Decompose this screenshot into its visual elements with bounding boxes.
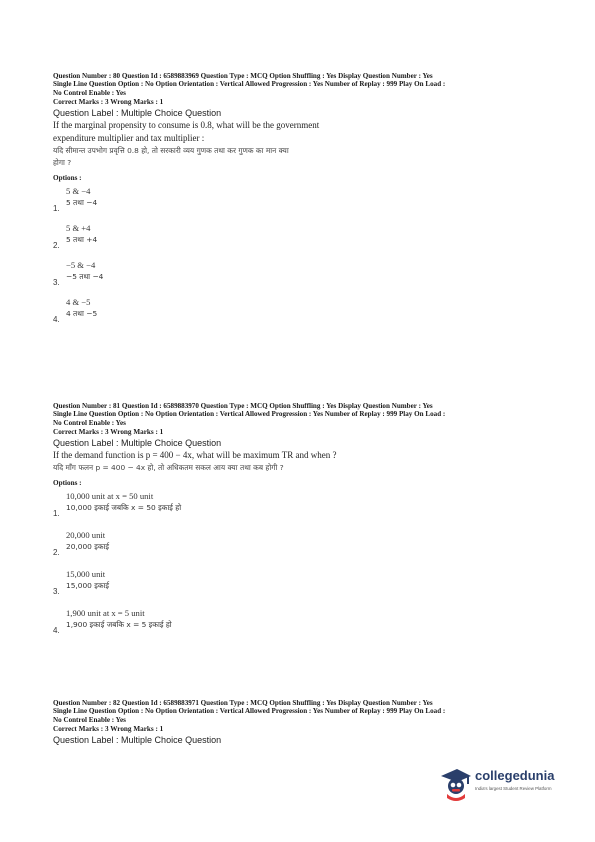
question-meta-line-2: Single Line Question Option : No Option Orientation : Vertical Allowed Progression : Yes Number of Replay : 999 Play On Load : [53, 707, 446, 716]
option-number: 1. [53, 204, 60, 214]
option-number: 1. [53, 509, 60, 519]
graduate-cap-logo-icon [437, 764, 473, 802]
question-text-line-2: expenditure multiplier and tax multiplier : [53, 133, 205, 144]
option-2[interactable] [53, 222, 553, 251]
option-text-hi: 5 तथा +4 [66, 235, 98, 245]
option-text-en: 5 & −4 [66, 186, 91, 197]
question-meta-line-1: Question Number : 81 Question Id : 6589883970 Question Type : MCQ Option Shuffling : Yes Display Question Number : Yes [53, 402, 433, 410]
question-80 [53, 72, 553, 328]
question-text-line-1: If the marginal propensity to consume is 0.8, what will be the government [53, 120, 320, 131]
question-81 [53, 402, 553, 639]
option-text-en: 15,000 unit [66, 569, 106, 580]
question-meta-line-2: Single Line Question Option : No Option Orientation : Vertical Allowed Progression : Yes Number of Replay : 999 Play On Load : [53, 80, 446, 89]
option-text-hi: 1,900 इकाई जबकि x = 5 इकाई हो [66, 620, 172, 630]
option-1[interactable] [53, 185, 553, 214]
question-hindi-line-1: यदि सीमान्त उपभोग प्रवृत्ति 0.8 हो, तो सरकारी व्यय गुणक तथा कर गुणक का मान क्या [53, 146, 289, 156]
option-1[interactable] [53, 490, 553, 519]
question-meta-line-3: No Control Enable : Yes [53, 715, 126, 724]
option-text-hi: 20,000 इकाई [66, 542, 110, 552]
options-list [53, 185, 553, 325]
option-4[interactable] [53, 296, 553, 325]
option-number: 2. [53, 548, 60, 558]
option-text-en: 5 & +4 [66, 223, 91, 234]
question-meta-line-1: Question Number : 80 Question Id : 6589883969 Question Type : MCQ Option Shuffling : Yes Display Question Number : Yes [53, 72, 433, 80]
collegedunia-logo [437, 764, 557, 804]
question-82 [53, 699, 553, 746]
option-text-en: −5 & −4 [66, 260, 96, 271]
option-number: 3. [53, 278, 60, 288]
question-hindi-line-2: होगा ? [53, 158, 72, 168]
option-text-hi: 5 तथा −4 [66, 198, 98, 208]
option-text-hi: 10,000 इकाई जबकि x = 50 इकाई हो [66, 503, 182, 513]
marks-info: Correct Marks : 3 Wrong Marks : 1 [53, 428, 164, 437]
logo-wordmark: collegedunia [475, 768, 555, 783]
option-text-en: 1,900 unit at x = 5 unit [66, 608, 145, 619]
question-label: Question Label : Multiple Choice Question [53, 108, 222, 119]
option-number: 4. [53, 315, 60, 325]
question-meta-line-1: Question Number : 82 Question Id : 6589883971 Question Type : MCQ Option Shuffling : Yes Display Question Number : Yes [53, 699, 433, 707]
option-text-hi: −5 तथा −4 [66, 272, 104, 282]
option-number: 3. [53, 587, 60, 597]
marks-info: Correct Marks : 3 Wrong Marks : 1 [53, 98, 164, 107]
logo-tagline: India's largest Student Review Platform [475, 786, 552, 791]
option-3[interactable] [53, 259, 553, 288]
option-number: 4. [53, 626, 60, 636]
question-label: Question Label : Multiple Choice Question [53, 438, 222, 449]
options-list [53, 490, 553, 636]
question-label: Question Label : Multiple Choice Question [53, 735, 222, 746]
option-number: 2. [53, 241, 60, 251]
option-4[interactable] [53, 607, 553, 636]
options-title: Options : [53, 479, 82, 488]
option-2[interactable] [53, 529, 553, 558]
option-text-hi: 15,000 इकाई [66, 581, 110, 591]
option-text-en: 10,000 unit at x = 50 unit [66, 491, 154, 502]
option-text-en: 4 & −5 [66, 297, 91, 308]
marks-info: Correct Marks : 3 Wrong Marks : 1 [53, 725, 164, 734]
question-meta-line-3: No Control Enable : Yes [53, 88, 126, 97]
question-hindi-line-1: यदि माँग फलन p = 400 − 4x हो, तो अधिकतम सकल आय क्या तथा कब होगी ? [53, 463, 284, 473]
option-3[interactable] [53, 568, 553, 597]
option-text-en: 20,000 unit [66, 530, 106, 541]
question-meta-line-3: No Control Enable : Yes [53, 418, 126, 427]
question-meta-line-2: Single Line Question Option : No Option Orientation : Vertical Allowed Progression : Yes Number of Replay : 999 Play On Load : [53, 410, 446, 419]
option-text-hi: 4 तथा −5 [66, 309, 98, 319]
question-text-line-1: If the demand function is p = 400 − 4x, what will be maximum TR and when ? [53, 450, 337, 461]
options-title: Options : [53, 174, 82, 183]
